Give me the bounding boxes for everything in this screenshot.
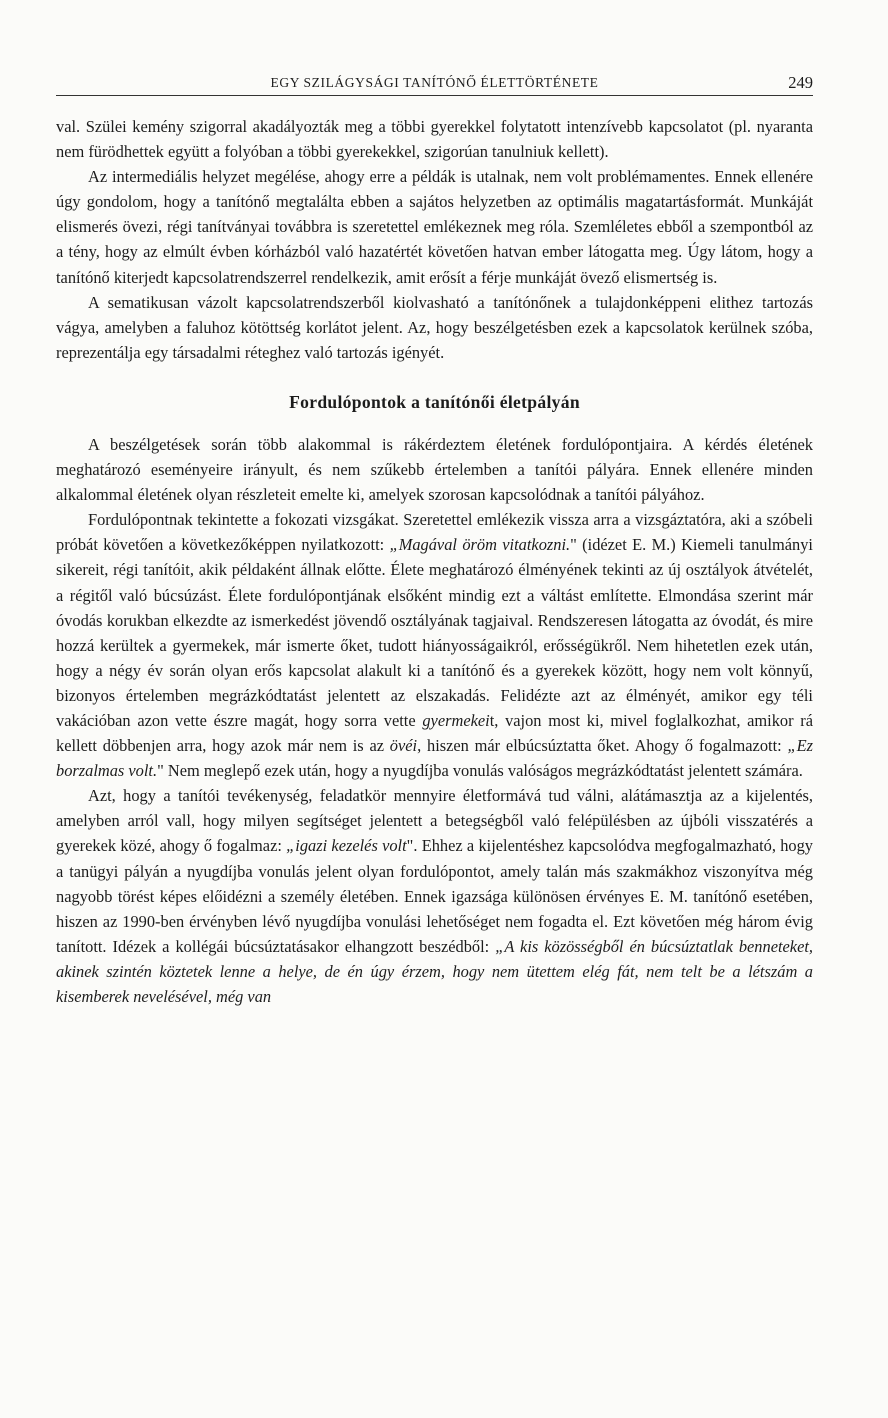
paragraph-2: Az intermediális helyzet megélése, ahogy erre a példák is utalnak, nem volt problémamentes. Ennek ellenére úgy gondolom, hogy a tanítónő megtalálta ebben a sajátos helyzetben az optimális magatartásformát. Munkáját elismerés övezi, régi tanítványai továbbra is szeretettel emlékeznek meg róla. Szemléletes ebből a szempontból az a tény, hogy az elmúlt évben kórházból való hazatértét követően hatvan ember látogatta meg. Úgy látom, hogy a tanítónő kiterjedt kapcsolatrendszerrel rendelkezik, amit erősít a férje munkáját övező elismertség is. [56,167,813,287]
paragraph-3: A sematikusan vázolt kapcsolatrendszerből kiolvasható a tanítónőnek a tulajdonképpeni elithez tartozás vágya, amelyben a faluhoz kötöttség korlátot jelent. Az, hogy beszélgetésben ezek a kapcsolatok kerülnek szóba, reprezentálja egy társadalmi réteghez való tartozás igényét. [56,292,813,362]
paragraph-5-text-4: , hiszen már elbúcsúztatta őket. Ahogy ő fogalmazott: [417,736,788,756]
quote-bucsubeszed: „A kis közösségből én búcsúztatlak benneteket, akinek szintén köztetek lenne a helye, de én úgy érzem, hogy nem ütettem elég fát, nem telt be a létszám a kisemberek nevelésével, még van [56,936,814,1006]
quote-magaval: „Magával öröm vitatkozni. [389,535,571,555]
paragraph-5-text-2: " (idézet E. M.) Kiemeli tanulmányi sikereit, régi tanítóit, akik példaként állnak előtte. Élete meghatározó élményének tekinti az új osztályok átvételét, a régitől való búcsúzást. Élete fordulópontjának elsőként mindig ezt a váltást említette. Elmondása szerint már óvodás korukban elkezdte az ismerkedést jövendő osztályának tagjaival. Rendszeresen látogatta az óvodát, és mire hozzá kerültek a gyermekek, már ismerte őket, tudott hiányosságaikról, erősségükről. Nem hihetetlen ezek után, hogy a négy év során olyan erős kapcsolat alakult ki a tanítónő és a gyerekek között, hogy nem volt könnyű, bizonyos értelemben megrázkódtatást jelentett az elszakadás. Felidézte azt az élményét, amikor egy téli vakációban azon vette észre magát, hogy sorra vette [56,535,813,730]
running-title: EGY SZILÁGYSÁGI TANÍTÓNŐ ÉLETTÖRTÉNETE [270,75,599,90]
paragraph-6-text-1: Azt, hogy a tanítói tevékenység, feladatkör mennyire életformává tud válni, alátámasztja az a kijelentés, amelyben arról vall, hogy milyen segítséget jelentett a betegségből való felépülésben az újbóli visszatérés a gyerekek közé, ahogy ő fogalmaz: [56,786,813,856]
paragraph-4: A beszélgetések során több alakommal is rákérdeztem életének fordulópontjaira. A kérdés életének meghatározó eseményeire irányult, és nem szűkebb értelemben a tanítói pályára. Ennek ellenére minden alkalommal életének olyan részleteit emelte ki, amelyek szorosan kapcsolódnak a tanítói pályához. [56,434,813,505]
paragraph-6-text-2: ". Ehhez a kijelentéshez kapcsolódva megfogalmazható, hogy a tanügyi pályán a nyugdíjba vonulás jelent olyan fordulópontot, amely talán más szakmákhoz viszonyítva még nagyobb törést képes előidézni a személy életében. Ennek igazsága különösen érvényes E. M. tanítónő esetében, hiszen az 1990-ben érvényben lévő nyugdíjba vonulási lehetőséget nem fogadta el. Ezt követően még három évig tanított. Idézek a kollégái búcsúztatásakor elhangzott beszédből: [56,836,813,956]
emphasis-ovei: övéi [389,736,418,756]
paragraph-1: val. Szülei kemény szigorral akadályozták meg a többi gyerekkel folytatott intenzívebb kapcsolatot (pl. nyaranta nem fürödhettek együtt a folyóban a többi gyerekekkel, szigorúan tanulniuk kellett). [56,117,813,162]
quote-igazi-kezeles: „igazi kezelés volt [286,836,407,856]
section-heading: Fordulópontok a tanítónői életpályán [289,391,580,412]
paragraph-5-text-5: " Nem meglepő ezek után, hogy a nyugdíjba vonulás valóságos megrázkódtatást jelentett számára. [157,761,803,781]
body-text [56,114,813,1009]
paragraph-5-text-1: Fordulópontnak tekintette a fokozati vizsgákat. Szeretettel emlékezik vissza arra a vizsgáztatóra, aki a szóbeli próbát követően a következőképpen nyilatkozott: [56,510,813,555]
paragraph-5 [56,507,813,783]
page-number: 249 [788,73,813,92]
quote-borzalmas: „Ez borzalmas volt. [56,736,813,781]
emphasis-gyermekei: gyermekei [422,710,490,730]
paragraph-5-text-3: t, vajon most ki, mivel foglalkozhat, amikor rá kellett döbbenjen arra, hogy azok már nem is az [56,710,813,756]
paragraph-6 [56,783,813,1009]
page-header [56,71,813,96]
